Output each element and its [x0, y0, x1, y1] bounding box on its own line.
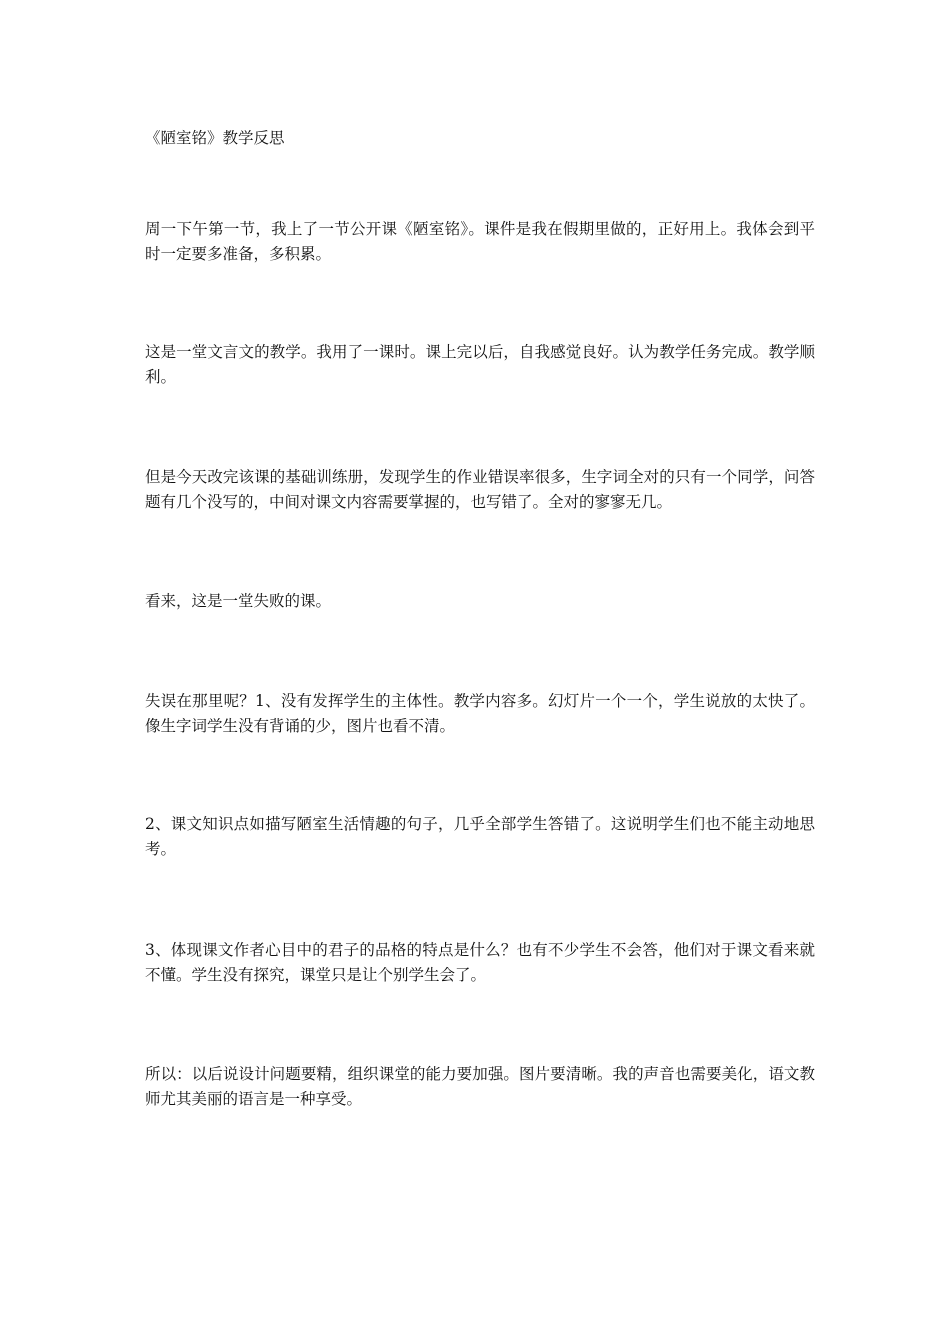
paragraph-4: 看来，这是一堂失败的课。 [145, 591, 332, 610]
paragraph-5: 失误在那里呢？1、没有发挥学生的主体性。教学内容多。幻灯片一个一个，学生说放的太快了。像生字词学生没有背诵的少，图片也看不清。 [145, 691, 815, 735]
paragraph-3: 但是今天改完该课的基础训练册，发现学生的作业错误率很多，生字词全对的只有一个同学，问答题有几个没写的，中间对课文内容需要掌握的，也写错了。全对的寥寥无几。 [145, 467, 815, 511]
document-title: 《陋室铭》教学反思 [145, 129, 285, 147]
paragraph-6: 2、课文知识点如描写陋室生活情趣的句子，几乎全部学生答错了。这说明学生们也不能主动地思考。 [145, 814, 815, 858]
paragraph-7: 3、体现课文作者心目中的君子的品格的特点是什么？也有不少学生不会答，他们对于课文看来就不懂。学生没有探究，课堂只是让个别学生会了。 [145, 940, 815, 984]
paragraph-1: 周一下午第一节，我上了一节公开课《陋室铭》。课件是我在假期里做的，正好用上。我体会到平时一定要多准备，多积累。 [145, 219, 815, 263]
paragraph-2: 这是一堂文言文的教学。我用了一课时。课上完以后，自我感觉良好。认为教学任务完成。教学顺利。 [145, 342, 815, 386]
paragraph-8: 所以：以后说设计问题要精，组织课堂的能力要加强。图片要清晰。我的声音也需要美化，语文教师尤其美丽的语言是一种享受。 [145, 1064, 815, 1108]
